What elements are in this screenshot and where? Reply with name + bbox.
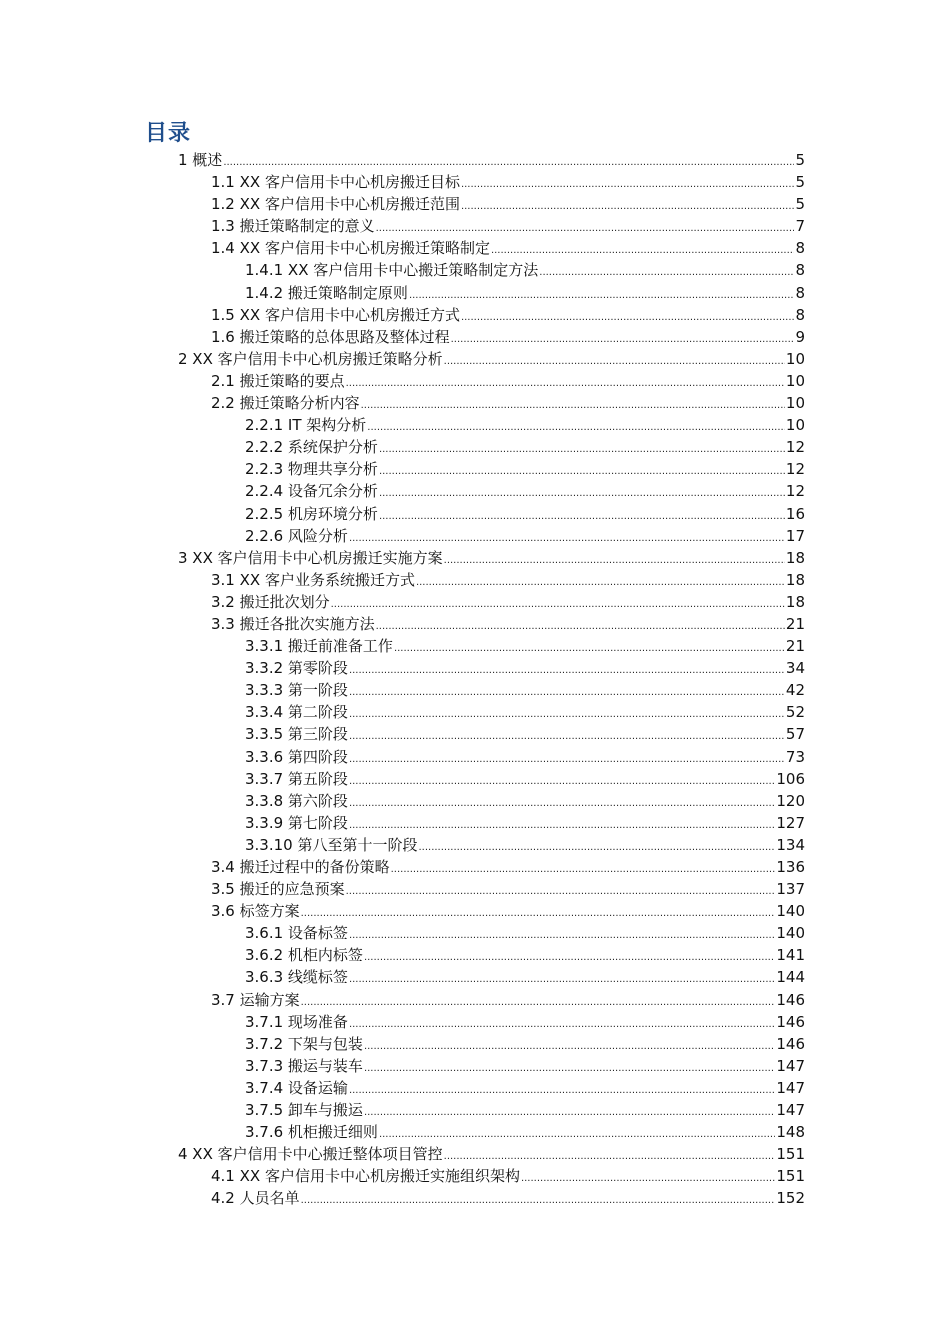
toc-entry[interactable] [0,834,950,856]
toc-entry-page-number: 140 [776,924,805,943]
toc-entry-page-number: 144 [776,968,805,987]
toc-entry[interactable] [0,878,950,900]
toc-entry-text: 3.6 标签方案 [211,902,300,921]
toc-entry[interactable] [0,1033,950,1055]
toc-entry-text: 2.2 搬迁策略分析内容 [211,394,360,413]
toc-dot-leader [301,1190,776,1212]
toc-entry-text: 3.3 搬迁各批次实施方法 [211,614,375,633]
toc-dot-leader [301,992,776,1014]
toc-dot-leader [364,1036,775,1058]
toc-entry-text: 1.5 XX 客户信用卡中心机房搬迁方式 [211,305,460,324]
toc-entry-text: 2 XX 客户信用卡中心机房搬迁策略分析 [178,349,443,368]
toc-entry-page-number: 147 [776,1056,805,1075]
toc-title: 目录 [145,121,192,146]
toc-dot-leader [444,351,785,373]
toc-entry[interactable] [0,591,950,613]
toc-entry-text: 2.2.2 系统保护分析 [245,438,378,457]
toc-entry-page-number: 9 [795,327,805,346]
toc-entry[interactable] [0,1099,950,1121]
toc-dot-leader [416,572,785,594]
toc-entry[interactable] [0,370,950,392]
toc-entry[interactable] [0,657,950,679]
toc-dot-leader [364,947,775,969]
toc-entry-page-number: 136 [776,858,805,876]
toc-entry-page-number: 18 [785,592,805,611]
toc-entry[interactable] [0,282,950,304]
toc-entry[interactable] [0,1143,950,1165]
toc-entry[interactable] [0,304,950,326]
toc-dot-leader [349,660,785,682]
toc-dot-leader [364,1058,775,1080]
toc-dot-leader [461,196,795,218]
toc-entry-page-number: 8 [795,261,805,280]
toc-entry-text: 3.3.9 第七阶段 [245,813,348,832]
toc-entry[interactable] [0,480,950,502]
toc-dot-leader [349,749,785,771]
toc-entry-page-number: 146 [776,1012,805,1031]
toc-entry-text: 3.3.7 第五阶段 [245,769,348,788]
toc-entry-page-number: 137 [776,880,805,899]
toc-entry-page-number: 10 [785,394,805,413]
toc-entry-text: 3 XX 客户信用卡中心机房搬迁实施方案 [178,548,443,567]
toc-entry-page-number: 146 [776,1034,805,1053]
toc-dot-leader [418,837,775,859]
toc-dot-leader [391,859,776,881]
toc-entry-page-number: 8 [795,305,805,324]
toc-entry[interactable] [0,458,950,480]
toc-dot-leader [349,1080,775,1102]
toc-entry[interactable] [0,326,950,348]
toc-entry[interactable] [0,193,950,215]
toc-entry-text: 2.1 搬迁策略的要点 [211,371,345,390]
toc-entry[interactable] [0,701,950,723]
toc-entry-text: 1.4.2 搬迁策略制定原则 [245,283,408,302]
toc-entry-text: 3.6.1 设备标签 [245,924,348,943]
toc-entry-page-number: 18 [785,570,805,589]
toc-dot-leader [461,307,795,329]
toc-entry[interactable] [0,679,950,701]
toc-entry[interactable] [0,149,950,171]
toc-dot-leader [301,903,776,925]
toc-entry[interactable] [0,1121,950,1143]
toc-entry-page-number: 120 [776,791,805,810]
toc-entry-page-number: 10 [785,371,805,390]
toc-entry[interactable] [0,237,950,259]
toc-dot-leader [379,506,785,528]
toc-entry[interactable] [0,922,950,944]
toc-dot-leader [367,417,785,439]
toc-entry[interactable] [0,1011,950,1033]
toc-entry-page-number: 141 [776,946,805,965]
toc-entry-page-number: 57 [785,725,805,744]
toc-entry[interactable] [0,856,950,878]
toc-entry-page-number: 12 [785,438,805,457]
toc-entry-text: 4.2 人员名单 [211,1189,300,1208]
toc-entry[interactable] [0,348,950,370]
toc-entry-text: 2.2.4 设备冗余分析 [245,482,378,501]
toc-entry[interactable] [0,900,950,922]
toc-entry-text: 3.3.4 第二阶段 [245,703,348,722]
toc-entry-text: 3.3.6 第四阶段 [245,747,348,766]
toc-entry[interactable] [0,790,950,812]
toc-entry-page-number: 151 [776,1145,805,1164]
toc-dot-leader [346,373,785,395]
toc-entry[interactable] [0,723,950,745]
toc-entry[interactable] [0,812,950,834]
toc-entry-text: 3.3.1 搬迁前准备工作 [245,637,393,656]
toc-entry-page-number: 73 [785,747,805,766]
toc-entry-page-number: 17 [785,526,805,545]
toc-entry-page-number: 52 [785,703,805,722]
toc-dot-leader [349,704,785,726]
toc-entry-text: 2.2.6 风险分析 [245,526,348,545]
toc-entry-page-number: 34 [785,659,805,678]
toc-dot-leader [376,616,785,638]
toc-entry-text: 1.4.1 XX 客户信用卡中心搬迁策略制定方法 [245,261,539,280]
toc-dot-leader [349,925,775,947]
toc-dot-leader [349,682,785,704]
toc-entry[interactable] [0,613,950,635]
toc-entry-text: 3.5 搬迁的应急预案 [211,880,345,899]
toc-entry-page-number: 16 [785,504,805,523]
toc-entry[interactable] [0,547,950,569]
toc-dot-leader [379,483,785,505]
toc-entry-page-number: 18 [785,548,805,567]
toc-entry-text: 2.2.5 机房环境分析 [245,504,378,523]
toc-entry-page-number: 8 [795,283,805,302]
toc-dot-leader [346,881,776,903]
toc-entry-page-number: 21 [785,614,805,633]
toc-entry-page-number: 106 [776,769,805,788]
toc-entry[interactable] [0,1055,950,1077]
toc-dot-leader [379,461,785,483]
toc-entry-text: 1.4 XX 客户信用卡中心机房搬迁策略制定 [211,239,490,258]
toc-list [0,149,950,1210]
toc-dot-leader [521,1168,775,1190]
toc-entry-text: 3.1 XX 客户业务系统搬迁方式 [211,570,415,589]
toc-dot-leader [364,1102,775,1124]
toc-dot-leader [349,726,785,748]
toc-dot-leader [349,771,775,793]
toc-dot-leader [409,285,795,307]
toc-entry[interactable] [0,525,950,547]
toc-dot-leader [461,174,795,196]
toc-entry-text: 1.2 XX 客户信用卡中心机房搬迁范围 [211,195,460,214]
toc-dot-leader [361,395,785,417]
toc-dot-leader [349,1014,775,1036]
toc-entry[interactable] [0,768,950,790]
toc-entry-text: 3.3.10 第八至第十一阶段 [245,835,418,854]
toc-entry-page-number: 12 [785,460,805,479]
toc-entry-page-number: 148 [776,1123,805,1142]
toc-entry-text: 3.6.2 机柜内标签 [245,946,363,965]
toc-entry-page-number: 134 [776,835,805,854]
toc-entry-text: 3.7.3 搬运与装车 [245,1056,363,1075]
toc-entry-page-number: 146 [776,990,805,1009]
toc-entry-page-number: 147 [776,1078,805,1097]
toc-dot-leader [349,793,775,815]
toc-entry-page-number: 8 [795,239,805,258]
toc-entry[interactable] [0,635,950,657]
toc-entry-page-number: 21 [785,637,805,656]
toc-entry-page-number: 140 [776,902,805,921]
toc-entry[interactable] [0,215,950,237]
toc-entry-text: 3.3.3 第一阶段 [245,681,348,700]
toc-entry-page-number: 127 [776,813,805,832]
toc-entry-text: 2.2.1 IT 架构分析 [245,416,367,435]
toc-entry-text: 1.1 XX 客户信用卡中心机房搬迁目标 [211,173,460,192]
toc-entry-page-number: 147 [776,1101,805,1120]
toc-entry-page-number: 10 [785,416,805,435]
toc-entry[interactable] [0,259,950,281]
toc-dot-leader [539,262,794,284]
toc-entry-text: 1 概述 [178,151,223,169]
toc-entry-page-number: 152 [776,1189,805,1208]
toc-entry[interactable] [0,989,950,1011]
toc-entry[interactable] [0,746,950,768]
toc-dot-leader [349,969,775,991]
toc-entry-page-number: 42 [785,681,805,700]
toc-entry-text: 3.3.5 第三阶段 [245,725,348,744]
toc-entry-text: 3.7.6 机柜搬迁细则 [245,1123,378,1142]
toc-entry[interactable] [0,503,950,525]
toc-entry-text: 1.6 搬迁策略的总体思路及整体过程 [211,327,450,346]
toc-entry-page-number: 5 [795,173,805,192]
toc-entry[interactable] [0,171,950,193]
toc-entry[interactable] [0,1187,950,1209]
toc-entry-text: 3.7.5 卸车与搬运 [245,1101,363,1120]
toc-entry-text: 3.4 搬迁过程中的备份策略 [211,858,390,876]
toc-entry-page-number: 151 [776,1167,805,1186]
toc-dot-leader [451,329,795,351]
toc-dot-leader [444,550,785,572]
toc-entry-text: 3.3.2 第零阶段 [245,659,348,678]
toc-entry[interactable] [0,1165,950,1187]
toc-entry-text: 3.7.2 下架与包装 [245,1034,363,1053]
toc-entry[interactable] [0,966,950,988]
toc-entry-page-number: 5 [795,195,805,214]
toc-entry-page-number: 5 [795,151,805,169]
toc-entry-text: 3.6.3 线缆标签 [245,968,348,987]
toc-entry[interactable] [0,944,950,966]
toc-entry[interactable] [0,414,950,436]
toc-entry-text: 1.3 搬迁策略制定的意义 [211,217,375,236]
toc-entry-text: 3.7 运输方案 [211,990,300,1009]
toc-entry-text: 3.3.8 第六阶段 [245,791,348,810]
toc-entry[interactable] [0,569,950,591]
toc-entry-text: 3.7.4 设备运输 [245,1078,348,1097]
toc-entry-page-number: 12 [785,482,805,501]
toc-entry-page-number: 7 [795,217,805,236]
toc-entry-text: 3.2 搬迁批次划分 [211,592,330,611]
toc-entry-text: 4.1 XX 客户信用卡中心机房搬迁实施组织架构 [211,1167,520,1186]
toc-entry-text: 2.2.3 物理共享分析 [245,460,378,479]
toc-entry-page-number: 10 [785,349,805,368]
toc-dot-leader [331,594,785,616]
toc-entry[interactable] [0,436,950,458]
toc-dot-leader [379,439,785,461]
toc-entry[interactable] [0,1077,950,1099]
toc-entry[interactable] [0,392,950,414]
toc-dot-leader [394,638,785,660]
toc-entry-text: 3.7.1 现场准备 [245,1012,348,1031]
toc-entry-text: 4 XX 客户信用卡中心搬迁整体项目管控 [178,1145,443,1164]
